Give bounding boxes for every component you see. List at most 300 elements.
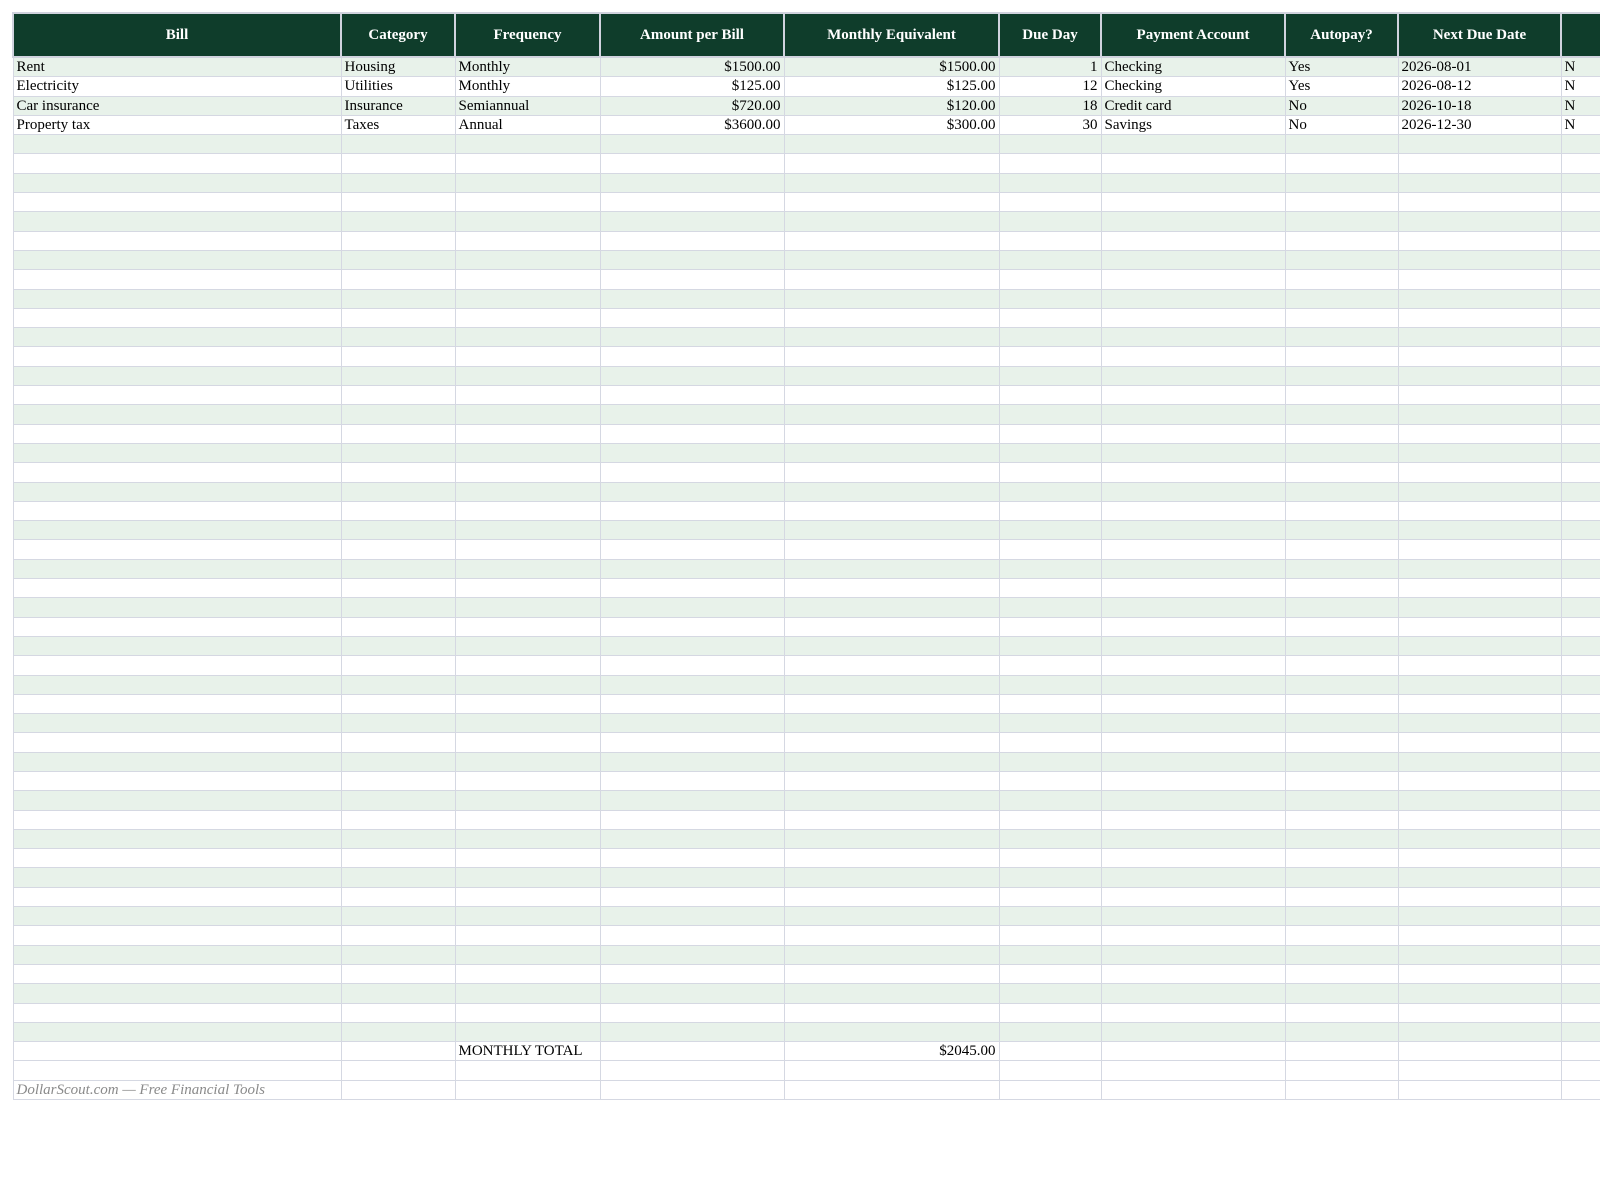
cell-empty[interactable] <box>341 907 455 926</box>
cell-empty[interactable] <box>1285 347 1398 366</box>
cell-empty[interactable] <box>600 868 784 887</box>
cell-empty[interactable] <box>1398 482 1561 501</box>
cell-empty[interactable] <box>1398 443 1561 462</box>
cell-empty[interactable] <box>341 617 455 636</box>
cell-empty[interactable] <box>1561 521 1600 540</box>
cell-empty[interactable] <box>341 366 455 385</box>
cell-empty[interactable] <box>1561 366 1600 385</box>
cell-empty[interactable] <box>1285 424 1398 443</box>
cell-empty[interactable] <box>1101 579 1285 598</box>
cell-empty[interactable] <box>1561 559 1600 578</box>
cell-empty[interactable] <box>1561 694 1600 713</box>
cell-empty[interactable] <box>1285 1080 1398 1099</box>
cell-empty[interactable] <box>13 366 341 385</box>
cell-empty[interactable] <box>455 289 600 308</box>
cell-bill[interactable]: Rent <box>13 57 341 77</box>
cell-empty[interactable] <box>341 945 455 964</box>
cell-empty[interactable] <box>784 173 999 192</box>
cell-empty[interactable] <box>341 771 455 790</box>
cell-empty[interactable] <box>999 598 1101 617</box>
cell-empty[interactable] <box>1101 829 1285 848</box>
cell-empty[interactable] <box>999 405 1101 424</box>
cell-bill[interactable]: Electricity <box>13 77 341 96</box>
cell-empty[interactable] <box>784 771 999 790</box>
cell-empty[interactable] <box>341 829 455 848</box>
cell-empty[interactable] <box>1285 328 1398 347</box>
cell-empty[interactable] <box>784 964 999 983</box>
cell-empty[interactable] <box>784 675 999 694</box>
cell-empty[interactable] <box>1285 289 1398 308</box>
cell-empty[interactable] <box>455 328 600 347</box>
cell-empty[interactable] <box>455 424 600 443</box>
cell-empty[interactable] <box>341 135 455 154</box>
cell-empty[interactable] <box>1101 849 1285 868</box>
cell-due-day[interactable]: 18 <box>999 96 1101 115</box>
cell-empty[interactable] <box>1101 1022 1285 1041</box>
cell-empty[interactable] <box>455 907 600 926</box>
cell-empty[interactable] <box>1101 559 1285 578</box>
cell-empty[interactable] <box>999 559 1101 578</box>
cell-empty[interactable] <box>1561 714 1600 733</box>
cell-empty[interactable] <box>1561 810 1600 829</box>
cell-empty[interactable] <box>999 868 1101 887</box>
cell-empty[interactable] <box>455 231 600 250</box>
cell-empty[interactable] <box>600 1003 784 1022</box>
cell-empty[interactable] <box>13 598 341 617</box>
cell-empty[interactable] <box>600 386 784 405</box>
cell-empty[interactable] <box>341 984 455 1003</box>
cell-empty[interactable] <box>1398 887 1561 906</box>
cell-empty[interactable] <box>999 810 1101 829</box>
cell-empty[interactable] <box>1285 694 1398 713</box>
cell-empty[interactable] <box>600 443 784 462</box>
cell-next-due-date[interactable]: 2026-10-18 <box>1398 96 1561 115</box>
cell-empty[interactable] <box>1561 579 1600 598</box>
cell-empty[interactable] <box>784 752 999 771</box>
cell-empty[interactable] <box>600 984 784 1003</box>
cell-empty[interactable] <box>13 656 341 675</box>
cell-empty[interactable] <box>1285 212 1398 231</box>
cell-empty[interactable] <box>13 231 341 250</box>
cell-empty[interactable] <box>455 1080 600 1099</box>
cell-empty[interactable] <box>13 289 341 308</box>
cell-empty[interactable] <box>341 424 455 443</box>
cell-empty[interactable] <box>1398 907 1561 926</box>
cell-empty[interactable] <box>1101 675 1285 694</box>
cell-empty[interactable] <box>455 540 600 559</box>
cell-empty[interactable] <box>1398 173 1561 192</box>
cell-empty[interactable] <box>600 193 784 212</box>
cell-empty[interactable] <box>1398 231 1561 250</box>
cell-empty[interactable] <box>1285 636 1398 655</box>
cell-empty[interactable] <box>1561 135 1600 154</box>
cell-empty[interactable] <box>1398 733 1561 752</box>
cell-empty[interactable] <box>1101 771 1285 790</box>
cell-empty[interactable] <box>341 964 455 983</box>
cell-monthly-equivalent[interactable]: $120.00 <box>784 96 999 115</box>
cell-empty[interactable] <box>999 1022 1101 1041</box>
cell-empty[interactable] <box>999 347 1101 366</box>
cell-empty[interactable] <box>13 752 341 771</box>
cell-empty[interactable] <box>784 1061 999 1080</box>
cell-payment-account[interactable]: Checking <box>1101 77 1285 96</box>
cell-empty[interactable] <box>600 482 784 501</box>
cell-empty[interactable] <box>13 212 341 231</box>
cell-empty[interactable] <box>784 791 999 810</box>
cell-empty[interactable] <box>1285 173 1398 192</box>
cell-empty[interactable] <box>784 540 999 559</box>
cell-empty[interactable] <box>341 675 455 694</box>
cell-empty[interactable] <box>1398 636 1561 655</box>
cell-empty[interactable] <box>13 675 341 694</box>
cell-empty[interactable] <box>999 1042 1101 1061</box>
cell-empty[interactable] <box>455 791 600 810</box>
cell-empty[interactable] <box>1561 193 1600 212</box>
cell-notes[interactable]: N <box>1561 77 1600 96</box>
column-header-due-day[interactable]: Due Day <box>999 13 1101 57</box>
cell-empty[interactable] <box>999 212 1101 231</box>
cell-empty[interactable] <box>1561 598 1600 617</box>
cell-category[interactable]: Utilities <box>341 77 455 96</box>
cell-empty[interactable] <box>1285 154 1398 173</box>
cell-empty[interactable] <box>784 424 999 443</box>
cell-category[interactable]: Insurance <box>341 96 455 115</box>
cell-empty[interactable] <box>1101 887 1285 906</box>
cell-empty[interactable] <box>1101 907 1285 926</box>
cell-empty[interactable] <box>455 443 600 462</box>
cell-empty[interactable] <box>1101 521 1285 540</box>
cell-empty[interactable] <box>1101 810 1285 829</box>
cell-empty[interactable] <box>1561 463 1600 482</box>
cell-empty[interactable] <box>999 907 1101 926</box>
cell-empty[interactable] <box>13 849 341 868</box>
cell-empty[interactable] <box>1561 328 1600 347</box>
cell-empty[interactable] <box>455 386 600 405</box>
cell-empty[interactable] <box>1101 1042 1285 1061</box>
cell-empty[interactable] <box>600 540 784 559</box>
cell-empty[interactable] <box>1101 173 1285 192</box>
cell-empty[interactable] <box>600 752 784 771</box>
cell-empty[interactable] <box>1398 289 1561 308</box>
cell-empty[interactable] <box>1285 675 1398 694</box>
cell-empty[interactable] <box>341 579 455 598</box>
cell-empty[interactable] <box>1101 636 1285 655</box>
cell-empty[interactable] <box>1285 135 1398 154</box>
cell-empty[interactable] <box>1101 617 1285 636</box>
cell-empty[interactable] <box>1561 887 1600 906</box>
cell-empty[interactable] <box>341 521 455 540</box>
cell-next-due-date[interactable]: 2026-08-01 <box>1398 57 1561 77</box>
cell-empty[interactable] <box>1101 540 1285 559</box>
cell-autopay[interactable]: No <box>1285 115 1398 134</box>
cell-empty[interactable] <box>455 694 600 713</box>
cell-empty[interactable] <box>1101 926 1285 945</box>
cell-empty[interactable] <box>1398 559 1561 578</box>
cell-empty[interactable] <box>1398 752 1561 771</box>
cell-empty[interactable] <box>13 386 341 405</box>
cell-empty[interactable] <box>999 521 1101 540</box>
cell-empty[interactable] <box>784 810 999 829</box>
cell-empty[interactable] <box>1398 308 1561 327</box>
cell-empty[interactable] <box>455 887 600 906</box>
cell-empty[interactable] <box>999 849 1101 868</box>
cell-empty[interactable] <box>1285 1042 1398 1061</box>
cell-empty[interactable] <box>999 135 1101 154</box>
cell-empty[interactable] <box>600 308 784 327</box>
cell-empty[interactable] <box>455 463 600 482</box>
column-header-frequency[interactable]: Frequency <box>455 13 600 57</box>
cell-empty[interactable] <box>1285 945 1398 964</box>
cell-empty[interactable] <box>600 1042 784 1061</box>
cell-empty[interactable] <box>13 1042 341 1061</box>
cell-next-due-date[interactable]: 2026-12-30 <box>1398 115 1561 134</box>
cell-empty[interactable] <box>13 868 341 887</box>
cell-empty[interactable] <box>600 1061 784 1080</box>
cell-empty[interactable] <box>600 694 784 713</box>
cell-empty[interactable] <box>341 1080 455 1099</box>
cell-empty[interactable] <box>1561 154 1600 173</box>
cell-empty[interactable] <box>455 771 600 790</box>
cell-empty[interactable] <box>999 154 1101 173</box>
cell-empty[interactable] <box>1398 964 1561 983</box>
cell-empty[interactable] <box>1101 868 1285 887</box>
cell-empty[interactable] <box>1398 675 1561 694</box>
cell-empty[interactable] <box>1398 598 1561 617</box>
cell-empty[interactable] <box>1101 347 1285 366</box>
cell-monthly-equivalent[interactable]: $1500.00 <box>784 57 999 77</box>
cell-empty[interactable] <box>999 173 1101 192</box>
cell-empty[interactable] <box>784 366 999 385</box>
cell-empty[interactable] <box>1285 810 1398 829</box>
cell-empty[interactable] <box>1561 849 1600 868</box>
cell-empty[interactable] <box>1101 733 1285 752</box>
cell-empty[interactable] <box>1561 964 1600 983</box>
cell-empty[interactable] <box>600 347 784 366</box>
column-header-notes[interactable] <box>1561 13 1600 57</box>
cell-empty[interactable] <box>600 1080 784 1099</box>
cell-empty[interactable] <box>1285 270 1398 289</box>
cell-empty[interactable] <box>1398 694 1561 713</box>
cell-due-day[interactable]: 1 <box>999 57 1101 77</box>
cell-empty[interactable] <box>13 347 341 366</box>
cell-empty[interactable] <box>341 463 455 482</box>
cell-empty[interactable] <box>13 154 341 173</box>
cell-empty[interactable] <box>455 308 600 327</box>
cell-empty[interactable] <box>1561 1022 1600 1041</box>
cell-empty[interactable] <box>341 289 455 308</box>
cell-empty[interactable] <box>1398 1042 1561 1061</box>
cell-empty[interactable] <box>999 656 1101 675</box>
cell-empty[interactable] <box>600 366 784 385</box>
cell-empty[interactable] <box>1561 868 1600 887</box>
cell-empty[interactable] <box>999 424 1101 443</box>
cell-empty[interactable] <box>1561 617 1600 636</box>
cell-empty[interactable] <box>1285 250 1398 269</box>
cell-empty[interactable] <box>600 424 784 443</box>
cell-empty[interactable] <box>1561 984 1600 1003</box>
cell-payment-account[interactable]: Savings <box>1101 115 1285 134</box>
cell-empty[interactable] <box>1285 733 1398 752</box>
cell-empty[interactable] <box>1398 366 1561 385</box>
column-header-next-due-date[interactable]: Next Due Date <box>1398 13 1561 57</box>
cell-empty[interactable] <box>1285 540 1398 559</box>
cell-empty[interactable] <box>455 482 600 501</box>
cell-empty[interactable] <box>1561 752 1600 771</box>
cell-empty[interactable] <box>341 656 455 675</box>
cell-empty[interactable] <box>455 579 600 598</box>
cell-empty[interactable] <box>600 771 784 790</box>
cell-empty[interactable] <box>13 250 341 269</box>
cell-empty[interactable] <box>13 964 341 983</box>
cell-empty[interactable] <box>1285 887 1398 906</box>
cell-empty[interactable] <box>999 482 1101 501</box>
cell-empty[interactable] <box>999 1061 1101 1080</box>
cell-empty[interactable] <box>999 714 1101 733</box>
cell-empty[interactable] <box>1285 443 1398 462</box>
cell-empty[interactable] <box>1285 366 1398 385</box>
cell-empty[interactable] <box>13 791 341 810</box>
cell-empty[interactable] <box>784 308 999 327</box>
column-header-monthly-equivalent[interactable]: Monthly Equivalent <box>784 13 999 57</box>
cell-empty[interactable] <box>1398 212 1561 231</box>
cell-empty[interactable] <box>455 714 600 733</box>
cell-empty[interactable] <box>455 849 600 868</box>
cell-autopay[interactable]: Yes <box>1285 77 1398 96</box>
cell-empty[interactable] <box>600 598 784 617</box>
cell-empty[interactable] <box>999 308 1101 327</box>
cell-empty[interactable] <box>341 193 455 212</box>
cell-empty[interactable] <box>455 752 600 771</box>
cell-empty[interactable] <box>1398 135 1561 154</box>
cell-empty[interactable] <box>1561 791 1600 810</box>
cell-empty[interactable] <box>999 463 1101 482</box>
cell-empty[interactable] <box>455 1061 600 1080</box>
cell-empty[interactable] <box>1398 791 1561 810</box>
cell-empty[interactable] <box>999 193 1101 212</box>
cell-empty[interactable] <box>1285 1003 1398 1022</box>
cell-empty[interactable] <box>999 752 1101 771</box>
cell-empty[interactable] <box>341 1042 455 1061</box>
cell-empty[interactable] <box>1398 250 1561 269</box>
cell-empty[interactable] <box>600 733 784 752</box>
cell-empty[interactable] <box>13 328 341 347</box>
cell-empty[interactable] <box>341 386 455 405</box>
cell-empty[interactable] <box>784 231 999 250</box>
cell-empty[interactable] <box>999 540 1101 559</box>
cell-empty[interactable] <box>13 810 341 829</box>
cell-empty[interactable] <box>784 868 999 887</box>
cell-empty[interactable] <box>999 636 1101 655</box>
cell-empty[interactable] <box>1561 424 1600 443</box>
cell-due-day[interactable]: 12 <box>999 77 1101 96</box>
cell-empty[interactable] <box>455 945 600 964</box>
cell-empty[interactable] <box>600 173 784 192</box>
cell-empty[interactable] <box>13 559 341 578</box>
cell-empty[interactable] <box>999 270 1101 289</box>
cell-empty[interactable] <box>600 328 784 347</box>
cell-empty[interactable] <box>999 791 1101 810</box>
cell-empty[interactable] <box>455 173 600 192</box>
cell-empty[interactable] <box>600 907 784 926</box>
cell-empty[interactable] <box>600 964 784 983</box>
cell-empty[interactable] <box>784 984 999 1003</box>
cell-empty[interactable] <box>1285 1022 1398 1041</box>
cell-empty[interactable] <box>600 714 784 733</box>
cell-empty[interactable] <box>341 752 455 771</box>
cell-empty[interactable] <box>784 193 999 212</box>
cell-empty[interactable] <box>1561 405 1600 424</box>
cell-empty[interactable] <box>1398 1022 1561 1041</box>
cell-empty[interactable] <box>999 386 1101 405</box>
cell-empty[interactable] <box>1398 868 1561 887</box>
cell-empty[interactable] <box>999 945 1101 964</box>
cell-empty[interactable] <box>1101 386 1285 405</box>
cell-empty[interactable] <box>784 829 999 848</box>
cell-empty[interactable] <box>1561 733 1600 752</box>
cell-empty[interactable] <box>13 617 341 636</box>
cell-empty[interactable] <box>341 810 455 829</box>
cell-empty[interactable] <box>1398 771 1561 790</box>
cell-empty[interactable] <box>1101 443 1285 462</box>
cell-empty[interactable] <box>1561 270 1600 289</box>
cell-empty[interactable] <box>1101 964 1285 983</box>
cell-empty[interactable] <box>999 579 1101 598</box>
cell-empty[interactable] <box>1398 829 1561 848</box>
cell-empty[interactable] <box>1285 501 1398 520</box>
cell-empty[interactable] <box>600 791 784 810</box>
cell-bill[interactable]: Property tax <box>13 115 341 134</box>
cell-empty[interactable] <box>999 250 1101 269</box>
cell-empty[interactable] <box>13 579 341 598</box>
cell-empty[interactable] <box>1285 829 1398 848</box>
cell-empty[interactable] <box>13 829 341 848</box>
column-header-bill[interactable]: Bill <box>13 13 341 57</box>
cell-empty[interactable] <box>455 926 600 945</box>
cell-payment-account[interactable]: Credit card <box>1101 96 1285 115</box>
cell-due-day[interactable]: 30 <box>999 115 1101 134</box>
cell-empty[interactable] <box>1561 1080 1600 1099</box>
cell-empty[interactable] <box>999 1080 1101 1099</box>
cell-empty[interactable] <box>1285 617 1398 636</box>
cell-empty[interactable] <box>1561 636 1600 655</box>
cell-empty[interactable] <box>600 212 784 231</box>
cell-empty[interactable] <box>1561 443 1600 462</box>
cell-empty[interactable] <box>455 1022 600 1041</box>
cell-empty[interactable] <box>784 714 999 733</box>
cell-empty[interactable] <box>341 308 455 327</box>
cell-empty[interactable] <box>784 212 999 231</box>
cell-empty[interactable] <box>1285 714 1398 733</box>
cell-empty[interactable] <box>784 694 999 713</box>
cell-empty[interactable] <box>784 926 999 945</box>
cell-empty[interactable] <box>455 521 600 540</box>
cell-category[interactable]: Housing <box>341 57 455 77</box>
cell-empty[interactable] <box>13 308 341 327</box>
cell-empty[interactable] <box>784 347 999 366</box>
cell-empty[interactable] <box>455 135 600 154</box>
cell-empty[interactable] <box>341 231 455 250</box>
cell-empty[interactable] <box>1285 849 1398 868</box>
cell-empty[interactable] <box>13 540 341 559</box>
cell-empty[interactable] <box>1561 926 1600 945</box>
cell-empty[interactable] <box>1285 463 1398 482</box>
cell-empty[interactable] <box>1398 849 1561 868</box>
cell-empty[interactable] <box>784 135 999 154</box>
cell-empty[interactable] <box>13 173 341 192</box>
cell-empty[interactable] <box>600 675 784 694</box>
cell-empty[interactable] <box>784 154 999 173</box>
cell-empty[interactable] <box>600 521 784 540</box>
